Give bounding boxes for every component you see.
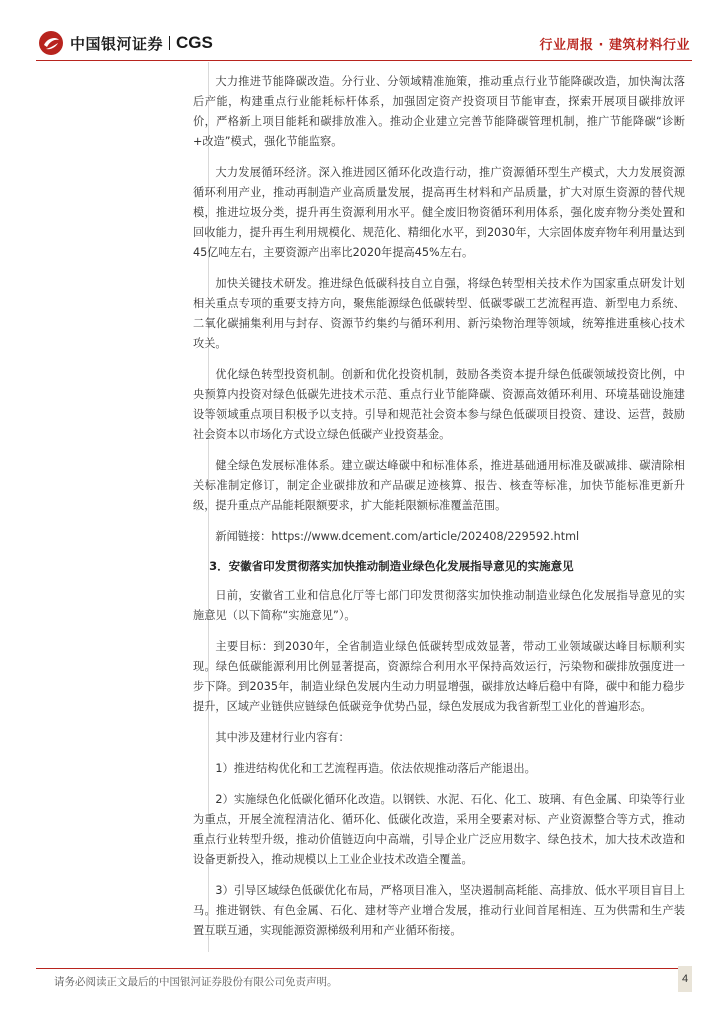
paragraph: 3）引导区域绿色低碳优化布局，严格项目准入，坚决遏制高耗能、高排放、低水平项目盲目上马。推进钢铁、有色金属、石化、建材等产业增合发展，推动行业间首尾相连、互为供需和生产装置互联互通，实现能源资源梯级利用和产业循环衔接。 xyxy=(193,884,685,937)
news-link-label: 新闻链接： xyxy=(215,530,272,543)
company-logo xyxy=(38,30,213,56)
paragraph: 1）推进结构优化和工艺流程再造。依法依规推动落后产能退出。 xyxy=(215,762,536,775)
footer-divider xyxy=(36,968,692,969)
paragraph: 大力发展循环经济。深入推进园区循环化改造行动，推广资源循环型生产模式，大力发展资源循环利用产业，推动再制造产业高质量发展，提高再生材料和产品质量，扩大对原生资源的替代规模，推进垃圾分类，提升再生资源利用水平。健全废旧物资循环利用体系，强化废弃物分类处置和回收能力，提升再生利用规模化、规范化、精细化水平，到2030年，大宗固体废弃物年利用量达到45亿吨左右，主要资源产出率比2020年提高45%左右。 xyxy=(193,166,685,259)
logo-chinese-name: 中国银河证券 xyxy=(70,34,164,53)
paragraph: 优化绿色转型投资机制。创新和优化投资机制，鼓励各类资本提升绿色低碳领域投资比例，中央预算内投资对绿色低碳先进技术示范、重点行业节能降碳、资源高效循环利用、环境基础设施建设等领域重点项目积极予以支持。引导和规范社会资本参与绿色低碳项目投资、建设、运营，鼓励社会资本以市场化方式设立绿色低碳产业投资基金。 xyxy=(193,368,685,441)
paragraph: 加快关键技术研发。推进绿色低碳科技自立自强，将绿色转型相关技术作为国家重点研发计划相关重点专项的重要支持方向，聚焦能源绿色低碳转型、低碳零碳工艺流程再造、新型电力系统、二氧化碳捕集利用与封存、资源节约集约与循环利用、新污染物治理等领域，统筹推进重核心技术攻关。 xyxy=(193,277,685,350)
galaxy-logo-icon xyxy=(38,30,64,56)
news-link-paragraph xyxy=(193,527,685,547)
paragraph: 2）实施绿色化低碳化循环化改造。以钢铁、水泥、石化、化工、玻璃、有色金属、印染等行业为重点，开展全流程清洁化、循环化、低碳化改造，采用全要素对标、产业资源整合等方式，推动重点行业转型升级，推动价值链迈向中高端，引导企业广泛应用数字、绿色技术，加大技术改造和设备更新投入，推动规模以上工业企业技术改造全覆盖。 xyxy=(193,793,685,866)
footer-disclaimer: 请务必阅读正文最后的中国银河证券股份有限公司免责声明。 xyxy=(54,976,338,988)
paragraph: 大力推进节能降碳改造。分行业、分领域精准施策，推动重点行业节能降碳改造，加快淘汰落后产能，构建重点行业能耗标杆体系，加强固定资产投资项目节能审查，探索开展项目碳排放评价，严格新上项目能耗和碳排放准入。推动企业建立完善节能降碳管理机制，推广节能降碳“诊断+改造”模式，强化节能监察。 xyxy=(193,75,685,148)
main-content xyxy=(193,72,685,952)
report-type-label: 行业周报 · 建筑材料行业 xyxy=(539,38,690,53)
header-divider xyxy=(36,60,692,61)
page-number: 4 xyxy=(678,966,692,992)
logo-divider xyxy=(169,36,170,50)
paragraph: 其中涉及建材行业内容有： xyxy=(215,731,350,744)
paragraph: 日前，安徽省工业和信息化厅等七部门印发贯彻落实加快推动制造业绿色化发展指导意见的实施意见（以下简称“实施意见”）。 xyxy=(193,589,685,622)
news-link[interactable]: https://www.dcement.com/article/202408/229592.html xyxy=(271,530,580,543)
paragraph: 健全绿色发展标准体系。建立碳达峰碳中和标准体系，推进基础通用标准及碳减排、碳清除相关标准制定修订，制定企业碳排放和产品碳足迹核算、报告、核查等标准，加快节能标准更新升级，提升重点产品能耗限额要求，扩大能耗限额标准覆盖范围。 xyxy=(193,459,685,512)
logo-english-name: CGS xyxy=(176,33,213,52)
paragraph: 主要目标：到2030年，全省制造业绿色低碳转型成效显著，带动工业领域碳达峰目标顺利实现。绿色低碳能源利用比例显著提高，资源综合利用水平保持高效运行，污染物和碳排放强度进一步下降。到2035年，制造业绿色发展内生动力明显增强，碳排放达峰后稳中有降，碳中和能力稳步提升，区域产业链供应链绿色低碳竞争优势凸显，绿色发展成为我省新型工业化的普遍形态。 xyxy=(193,640,685,713)
page-header xyxy=(0,0,724,60)
section-title: 3．安徽省印发贯彻落实加快推动制造业绿色化发展指导意见的实施意见 xyxy=(209,559,574,573)
